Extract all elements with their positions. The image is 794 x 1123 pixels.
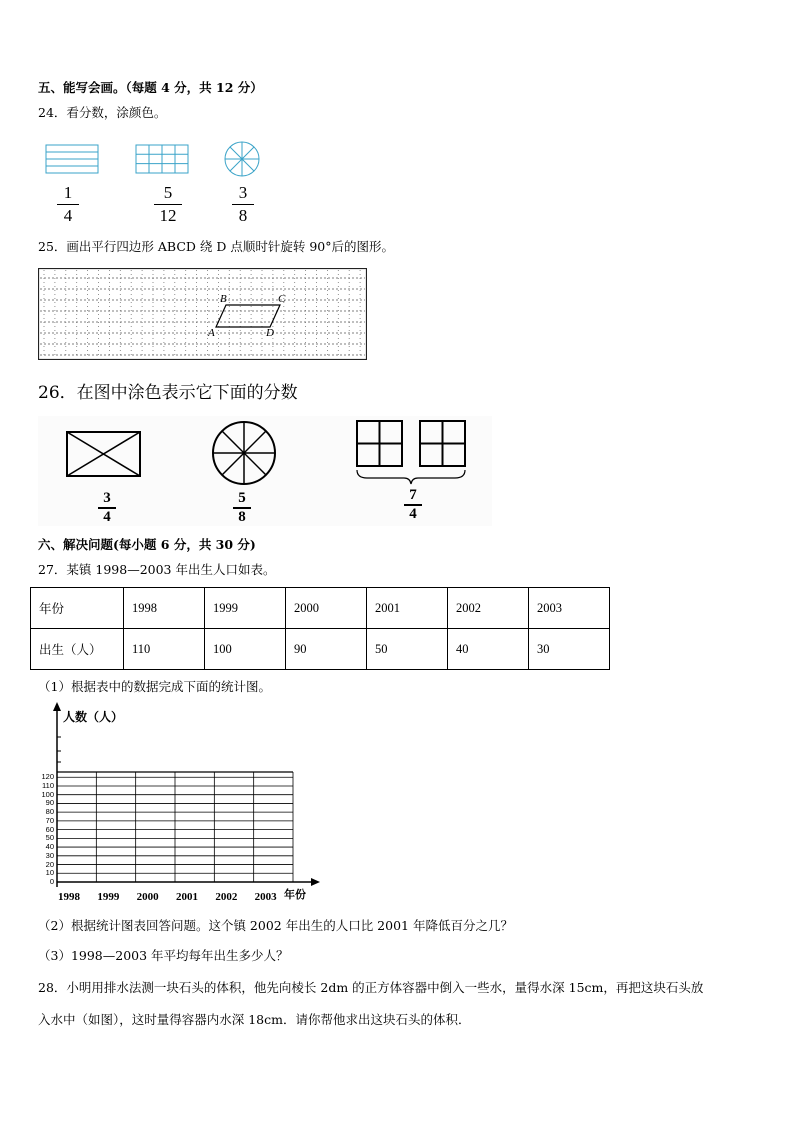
q27-sub1: （1）根据表中的数据完成下面的统计图。	[38, 679, 271, 694]
table-row	[31, 629, 610, 670]
table-cell: 2000	[286, 588, 367, 629]
y-tick-label: 80	[45, 807, 54, 817]
q24-rectangle-strips[interactable]	[44, 143, 100, 175]
q26-rectangle-quarters[interactable]	[62, 428, 144, 480]
y-tick-label: 120	[41, 772, 54, 782]
y-tick-label: 0	[49, 877, 54, 886]
q27-sub2: （2）根据统计图表回答问题。这个镇 2002 年出生的人口比 2001 年降低百分之几？	[38, 918, 513, 933]
y-axis-label: 人数（人）	[63, 710, 124, 724]
table-cell: 2001	[367, 588, 448, 629]
table-cell: 40	[448, 629, 529, 670]
table-cell: 50	[367, 629, 448, 670]
label-c: C	[278, 293, 286, 305]
q24-fraction-2: 5 12	[154, 184, 182, 225]
y-tick-label: 40	[45, 842, 54, 852]
y-axis-arrow-icon	[53, 702, 61, 711]
q25-text: 25．画出平行四边形 ABCD 绕 D 点顺时针旋转 90°后的图形。	[38, 239, 394, 254]
y-tick-label: 90	[45, 798, 54, 808]
label-a: A	[208, 327, 215, 339]
label-b: B	[220, 293, 227, 305]
y-tick-label: 60	[45, 824, 54, 834]
table-cell: 2002	[448, 588, 529, 629]
q26-fraction-3: 7 4	[404, 488, 422, 522]
birth-chart[interactable]	[30, 702, 330, 907]
y-tick-label: 100	[41, 789, 54, 799]
table-cell: 1998	[124, 588, 205, 629]
q24-circle-eighths[interactable]	[222, 139, 262, 179]
y-tick-label: 20	[45, 859, 54, 869]
y-tick-label: 70	[45, 815, 54, 825]
x-tick-label: 2001	[176, 891, 198, 903]
q26-fraction-2: 5 8	[233, 491, 251, 525]
brace-icon	[357, 470, 465, 484]
table-cell: 110	[124, 629, 205, 670]
q24-fraction-1: 1 4	[57, 184, 79, 225]
table-cell: 100	[205, 629, 286, 670]
q24-text: 24．看分数，涂颜色。	[38, 105, 167, 120]
q27-text: 27．某镇 1998—2003 年出生人口如表。	[38, 562, 276, 577]
table-header-year: 年份	[31, 588, 124, 629]
q26-text: 26．在图中涂色表示它下面的分数	[38, 383, 298, 403]
y-tick-label: 30	[45, 850, 54, 860]
birth-table	[30, 587, 610, 670]
q28-line2: 入水中（如图），这时量得容器内水深 18cm．请你帮他求出这块石头的体积．	[38, 1012, 471, 1027]
y-tick-label: 10	[45, 868, 54, 878]
q26-fraction-1: 3 4	[98, 491, 116, 525]
q24-rectangle-grid[interactable]	[134, 143, 190, 175]
q25-dot-grid[interactable]	[38, 268, 367, 360]
table-cell: 30	[529, 629, 610, 670]
table-header-births: 出生（人）	[31, 629, 124, 670]
q26-two-squares[interactable]	[352, 418, 472, 490]
x-tick-label: 2002	[215, 891, 238, 903]
x-tick-label: 2000	[136, 891, 159, 903]
q28-line1: 28．小明用排水法测一块石头的体积，他先向棱长 2dm 的正方体容器中倒入一些水，量得水深 15cm，再把这块石头放	[38, 980, 704, 995]
y-tick-label: 50	[45, 833, 54, 843]
table-row	[31, 588, 610, 629]
x-axis-label: 年份	[284, 889, 306, 901]
x-tick-label: 1999	[97, 891, 120, 903]
x-axis-arrow-icon	[311, 878, 320, 886]
table-cell: 1999	[205, 588, 286, 629]
table-cell: 90	[286, 629, 367, 670]
section6-heading: 六、解决问题(每小题 6 分，共 30 分)	[38, 537, 256, 552]
section5-heading: 五、能写会画。（每题 4 分，共 12 分）	[38, 80, 263, 95]
table-cell: 2003	[529, 588, 610, 629]
x-tick-label: 2003	[254, 891, 277, 903]
label-d: D	[266, 327, 274, 339]
q27-sub3: （3）1998—2003 年平均每年出生多少人？	[38, 948, 289, 963]
x-tick-label: 1998	[58, 891, 80, 903]
q26-circle-eighths[interactable]	[208, 418, 280, 488]
q24-fraction-3: 3 8	[232, 184, 254, 225]
y-tick-label: 110	[42, 780, 54, 790]
